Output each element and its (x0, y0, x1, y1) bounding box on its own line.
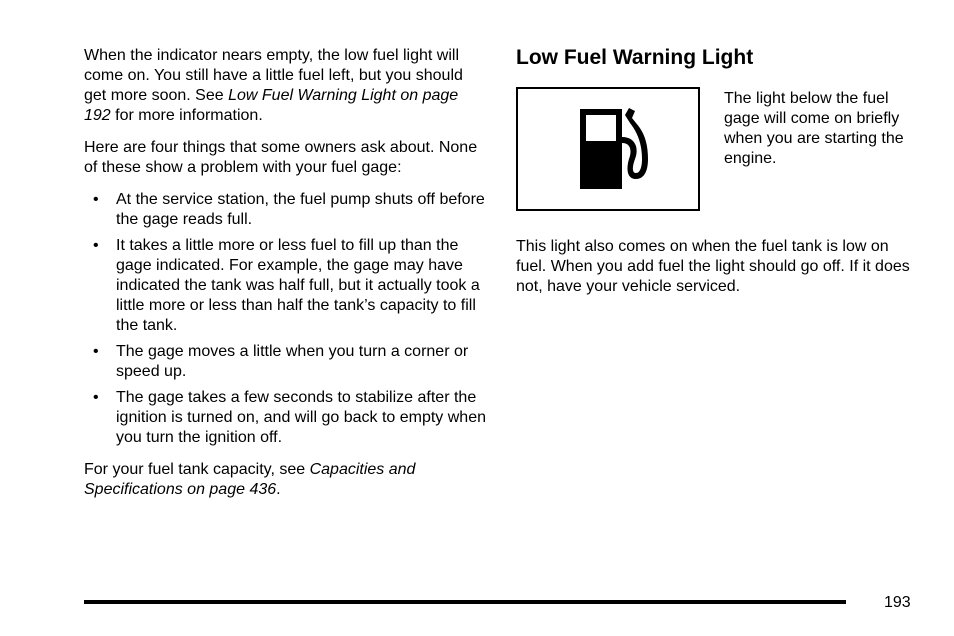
paragraph-text: . (276, 481, 281, 498)
warning-light-block (516, 87, 916, 223)
bullet-icon: • (93, 191, 99, 208)
footer-rule (84, 600, 846, 604)
list-item (84, 236, 489, 336)
right-column (516, 44, 916, 297)
bullet-icon: • (93, 389, 99, 406)
list-item (84, 388, 489, 448)
paragraph-text: For your fuel tank capacity, see (84, 461, 310, 478)
paragraph-text: for more information. (110, 107, 263, 124)
section-heading: Low Fuel Warning Light (516, 46, 754, 69)
paragraph-capacity (84, 460, 489, 500)
list-item-text: It takes a little more or less fuel to fill up than the gage indicated. For example, the gage may have indicated the tank was half full, but it actually took a little more or less than half the tank’s capacity to fill the tank. (116, 237, 480, 334)
paragraph-indicator (84, 46, 489, 126)
light-description: The light below the fuel gage will come on briefly when you are starting the engine. (724, 90, 904, 167)
light-explanation: This light also comes on when the fuel tank is low on fuel. When you add fuel the light should go off. If it does not, have your vehicle serviced. (516, 238, 910, 295)
left-column (84, 46, 489, 512)
page-number: 193 (884, 594, 911, 611)
paragraph-text: When the indicator nears empty, the low fuel light will come on. You still have a little fuel left, but you should get more soon. See (84, 47, 463, 104)
bullet-list (84, 190, 489, 448)
list-item-text: The gage moves a little when you turn a corner or speed up. (116, 343, 469, 380)
paragraph-questions: Here are four things that some owners ask about. None of these show a problem with your fuel gage: (84, 139, 478, 176)
list-item (84, 190, 489, 230)
bullet-icon: • (93, 237, 99, 254)
list-item (84, 342, 489, 382)
cross-reference-link[interactable]: Low Fuel Warning Light on page 192 (84, 87, 459, 124)
list-item-text: The gage takes a few seconds to stabilize after the ignition is turned on, and will go back to empty when you turn the ignition off. (116, 389, 486, 446)
bullet-icon: • (93, 343, 99, 360)
icon-frame (516, 87, 700, 211)
list-item-text: At the service station, the fuel pump shuts off before the gage reads full. (116, 191, 485, 228)
cross-reference-link[interactable]: Capacities and Specifications on page 436 (84, 461, 416, 498)
fuel-pump-icon (578, 107, 652, 193)
